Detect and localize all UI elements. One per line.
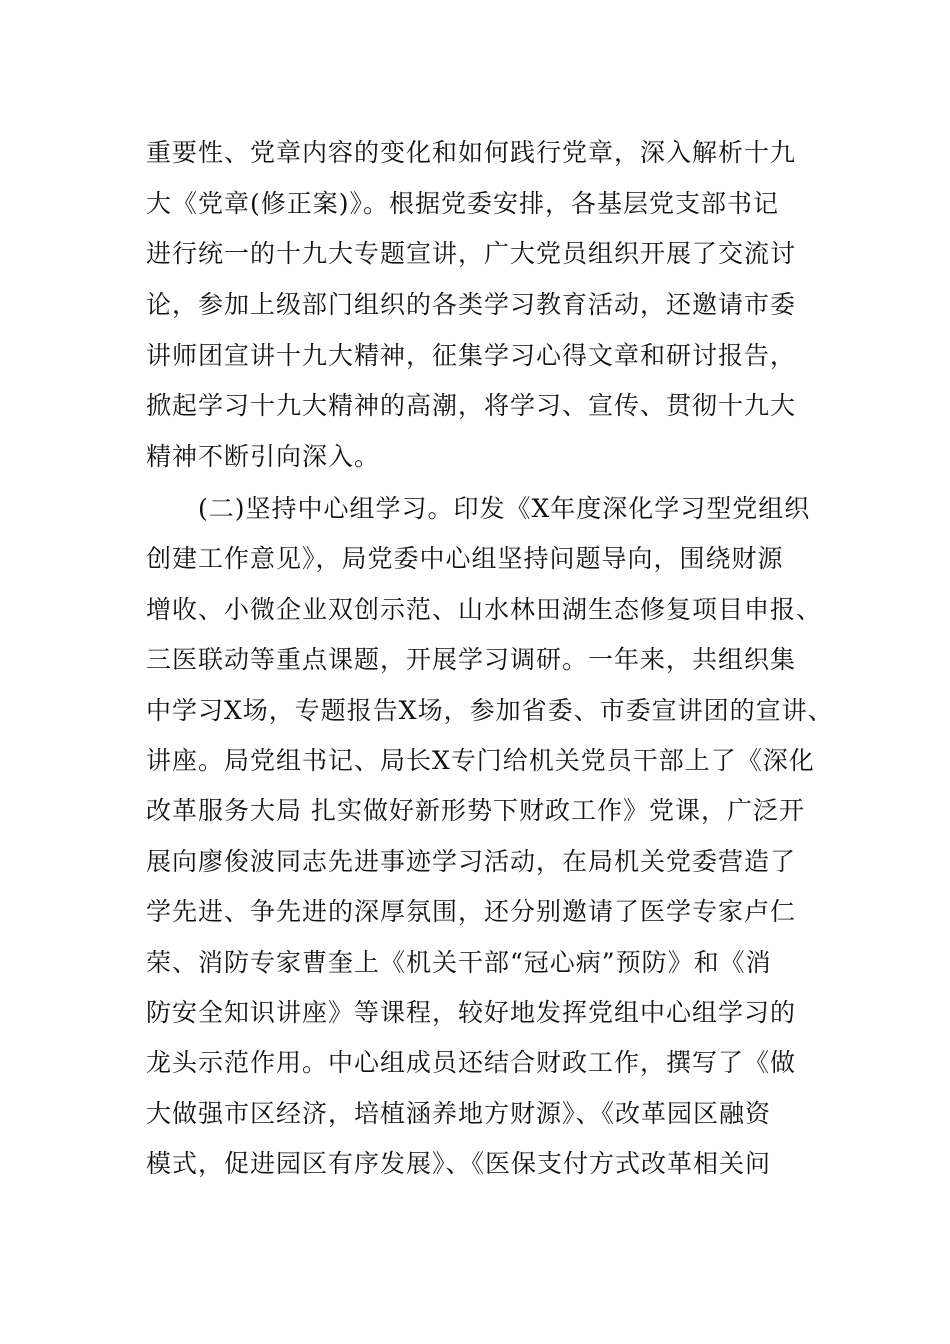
- text-line: 防安全知识讲座》等课程，较好地发挥党组中心组学习的: [146, 997, 797, 1027]
- paragraph-1: [146, 134, 826, 489]
- text-line: 大《党章(修正案)》。根据党委安排，各基层党支部书记: [146, 188, 780, 218]
- text-line: 讲师团宣讲十九大精神，征集学习心得文章和研讨报告，: [146, 340, 797, 370]
- paragraph-2: [146, 490, 834, 1195]
- text-line: 中学习X场，专题报告X场，参加省委、市委宣讲团的宣讲、: [146, 695, 834, 725]
- text-line: 创建工作意见》，局党委中心组坚持问题导向，围绕财源: [146, 544, 784, 574]
- text-line: 大做强市区经济，培植涵养地方财源》、《改革园区融资: [146, 1098, 772, 1128]
- text-line: (二)坚持中心组学习。印发《X年度深化学习型党组织: [146, 494, 811, 523]
- text-line: 展向廖俊波同志先进事迹学习活动，在局机关党委营造了: [146, 846, 797, 876]
- text-line: 三医联动等重点课题，开展学习调研。一年来，共组织集: [146, 645, 797, 675]
- text-line: 掀起学习十九大精神的高潮，将学习、宣传、贯彻十九大: [146, 391, 797, 421]
- text-line: 学先进、争先进的深厚氛围，还分别邀请了医学专家卢仁: [146, 897, 797, 927]
- text-line: 增收、小微企业双创示范、山水林田湖生态修复项目申报、: [146, 594, 823, 624]
- text-line: 论，参加上级部门组织的各类学习教育活动，还邀请市委: [146, 290, 797, 320]
- text-line: 精神不断引向深入。: [146, 442, 381, 472]
- text-line: 模式，促进园区有序发展》、《医保支付方式改革相关问: [146, 1149, 772, 1179]
- text-line: 荣、消防专家曹奎上《机关干部“冠心病”预防》和《消: [146, 947, 772, 977]
- text-line: 改革服务大局 扎实做好新形势下财政工作》党课，广泛开: [146, 796, 805, 826]
- text-line: 进行统一的十九大专题宣讲，广大党员组织开展了交流讨: [146, 239, 797, 269]
- text-line: 龙头示范作用。中心组成员还结合财政工作，撰写了《做: [146, 1048, 797, 1078]
- text-line: 重要性、党章内容的变化和如何践行党章，深入解析十九: [146, 138, 797, 167]
- text-line: 讲座。局党组书记、局长X专门给机关党员干部上了《深化: [146, 745, 815, 775]
